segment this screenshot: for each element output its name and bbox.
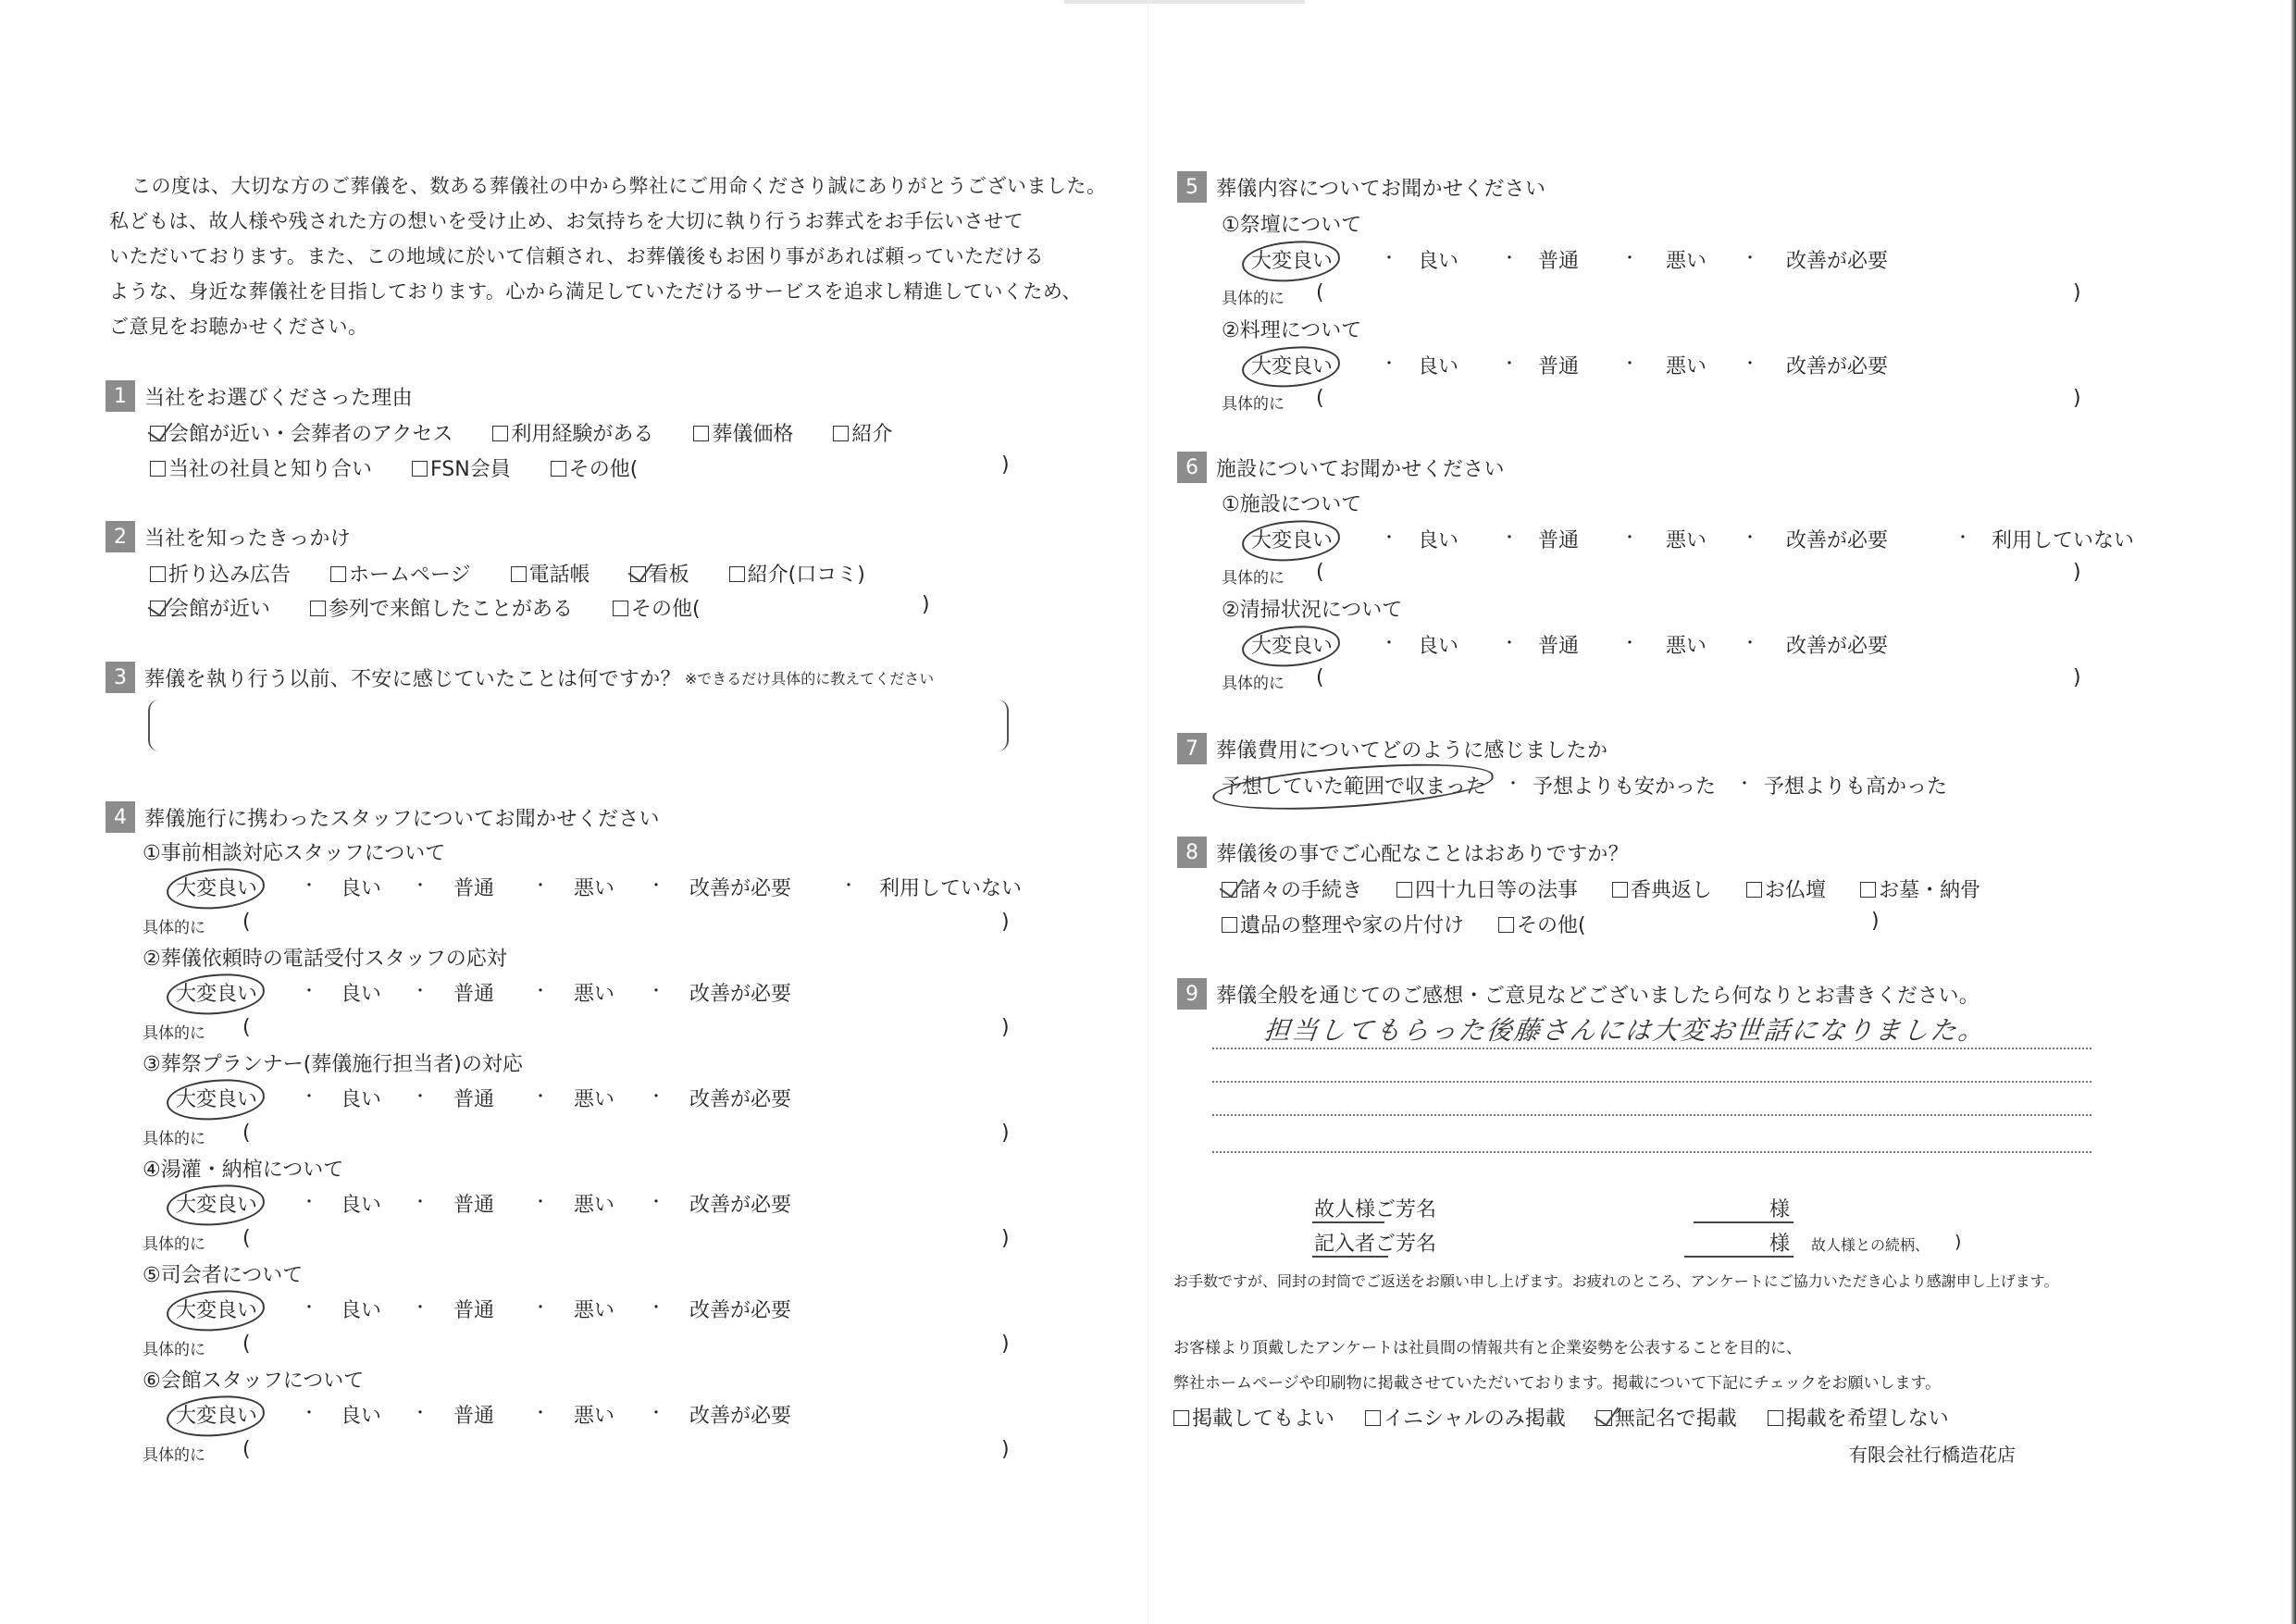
checkbox-option[interactable]: 折り込み広告 [150,559,291,588]
writer-name-field[interactable] [1684,1256,1793,1258]
separator: ・ [1501,354,1518,374]
separator: ・ [1736,775,1753,794]
sub-question-label: ①施設について [1222,493,1362,516]
sub-question-label: ②清掃状況について [1222,599,1403,622]
question-8-header [1177,837,1629,868]
deceased-name-suffix: 様 [1769,1198,1791,1221]
rating-option-needs-improvement[interactable]: 改善が必要 [1786,250,1889,273]
checkbox-option[interactable]: 掲載を希望しない [1768,1403,1949,1432]
rating-option-very-good[interactable]: 大変良い [176,1194,258,1217]
rating-option-very-good[interactable]: 大変良い [1251,250,1334,273]
question-title: 施設についてお聞かせください [1216,457,1505,481]
checkbox-option[interactable]: 掲載してもよい [1173,1403,1334,1432]
separator: ・ [1501,634,1518,653]
detail-label: 具体的に [1222,675,1285,693]
deceased-name-field[interactable] [1694,1221,1793,1223]
separator: ・ [301,1087,317,1107]
separator: ・ [1621,528,1638,548]
q2-other-close: ) [922,593,930,616]
detail-label: 具体的に [143,1446,205,1465]
question-number-badge: 8 [1177,837,1207,868]
separator: ・ [1621,354,1638,374]
relation-label: 故人様との続柄、 [1811,1236,1930,1254]
separator: ・ [648,1087,664,1107]
question-number-badge: 6 [1177,452,1207,483]
checkbox-icon[interactable] [1612,882,1628,898]
sub-question-label: ②料理について [1222,319,1362,342]
rating-option-good[interactable]: 良い [341,877,382,900]
rating-scale [1251,525,2177,552]
separator: ・ [412,1404,428,1423]
separator: ・ [532,982,549,1001]
rating-option-bad[interactable]: 悪い [574,1194,615,1217]
separator: ・ [1381,249,1397,268]
detail-paren-open: ( [242,1333,251,1356]
question-2-header [105,521,351,552]
checkbox-icon[interactable] [1860,882,1876,898]
detail-paren-close: ) [2073,387,2081,410]
question-number-badge: 2 [105,521,135,552]
separator: ・ [1501,249,1518,268]
checkbox-icon[interactable] [1498,917,1514,933]
checkbox-icon[interactable] [492,426,508,441]
rating-option-good[interactable]: 良い [341,1194,382,1217]
detail-label: 具体的に [143,1341,205,1359]
separator: ・ [301,1404,317,1423]
rating-option-bad[interactable]: 悪い [1666,635,1707,658]
checkbox-option[interactable]: 四十九日等の法事 [1396,874,1578,903]
detail-label: 具体的に [1222,290,1285,308]
rating-option-good[interactable]: 良い [341,1088,382,1111]
intro-line-4: ような、身近な葬儀社を目指しております。心から満足していただけるサービスを追求し精進していくため、 [109,280,1082,303]
question-number-badge: 4 [105,801,135,833]
detail-label: 具体的に [143,1024,205,1043]
detail-paren-open: ( [1316,561,1324,584]
separator: ・ [1742,249,1758,268]
question-number-badge: 7 [1177,733,1207,764]
detail-paren-close: ) [1001,911,1010,934]
checkbox-icon[interactable] [613,601,628,616]
rating-option-bad[interactable]: 悪い [1666,529,1707,552]
checkbox-option[interactable]: 当社の社員と知り合い [150,453,372,482]
writer-name-suffix: 様 [1769,1233,1791,1256]
separator: ・ [301,982,317,1001]
publish-consent-options [1173,1403,1982,1432]
checkbox-option[interactable]: 会館が近い・会葬者のアクセス [150,418,453,447]
checkbox-icon[interactable] [412,461,428,477]
detail-label: 具体的に [1222,569,1285,588]
checkbox-icon[interactable] [1173,1410,1189,1426]
checkbox-icon[interactable] [511,566,527,582]
rating-scale [176,1400,1064,1428]
question-title: 葬儀内容についてお聞かせください [1216,177,1546,201]
deceased-name-label: 故人様ご芳名 [1314,1198,1437,1221]
rating-option-good[interactable]: 良い [341,983,382,1006]
checkbox-checked-icon[interactable] [1222,882,1237,898]
publish-note-2: 弊社ホームページや印刷物に掲載させていただいております。掲載について下記にチェックをお願いします。 [1173,1374,1942,1393]
intro-line-1: この度は、大切な方のご葬儀を、数ある葬儀社の中から弊社にご用命くださり誠にありがとうございました。 [131,175,1107,197]
checkbox-icon[interactable] [1768,1410,1783,1426]
question-5-header [1177,171,1545,203]
deceased-label-underline [1312,1221,1384,1223]
detail-paren-open: ( [1316,387,1324,410]
question-number-badge: 3 [105,662,135,693]
separator: ・ [648,982,664,1001]
publish-note-1: お客様より頂戴したアンケートは社員間の情報共有と企業姿勢を公表することを目的に、 [1173,1339,1802,1357]
rating-scale [176,1084,1064,1111]
question-title: 葬儀全般を通じてのご感想・ご意見などございましたら何なりとお書きください。 [1216,984,1980,1008]
question-3-header [105,662,934,693]
checkbox-option[interactable]: 香典返し [1612,874,1712,903]
separator: ・ [301,1193,317,1212]
checkbox-icon[interactable] [551,461,566,477]
separator: ・ [1505,775,1521,794]
rating-option-very-good[interactable]: 大変良い [176,1088,258,1111]
cost-option-more-expensive[interactable]: 予想よりも高かった [1764,775,1948,799]
rating-scale [176,873,1064,900]
detail-paren-close: ) [2073,281,2081,304]
writer-label-underline [1312,1256,1388,1258]
answer-line [1212,1048,2091,1049]
rating-option-very-good[interactable]: 大変良い [176,1299,258,1322]
separator: ・ [412,1193,428,1212]
rating-option-average[interactable]: 普通 [1538,635,1580,658]
rating-option-bad[interactable]: 悪い [1666,355,1707,378]
separator: ・ [1381,528,1397,548]
checkbox-icon[interactable] [1222,917,1237,933]
answer-line [1212,1081,2091,1083]
separator: ・ [532,1193,549,1212]
separator: ・ [1742,634,1758,653]
checkbox-icon[interactable] [310,601,326,616]
checkbox-option[interactable]: 利用経験がある [492,418,653,447]
rating-option-bad[interactable]: 悪い [574,1299,615,1322]
company-name: 有限会社行橋造花店 [1849,1444,2016,1466]
rating-option-not-used[interactable]: 利用していない [879,877,1023,900]
question-note: ※できるだけ具体的に教えてください [684,669,935,688]
rating-option-average[interactable]: 普通 [1538,529,1580,552]
q8-options-row-1 [1222,874,2008,903]
question-title: 葬儀費用についてどのように感じましたか [1216,738,1608,762]
sub-question-label: ④湯灌・納棺について [143,1159,344,1182]
q1-other-close: ) [1001,453,1010,477]
rating-scale [1251,351,2177,378]
q8-options-row-2 [1222,910,1620,938]
rating-option-very-good[interactable]: 大変良い [1251,529,1334,552]
checkbox-icon[interactable] [693,426,709,441]
rating-option-very-good[interactable]: 大変良い [176,1405,258,1428]
separator: ・ [1501,528,1518,548]
question-number-badge: 5 [1177,171,1207,203]
separator: ・ [412,1087,428,1107]
rating-option-needs-improvement[interactable]: 改善が必要 [1786,635,1889,658]
checkbox-icon[interactable] [833,426,849,441]
question-title: 当社を知ったきっかけ [144,527,352,551]
separator: ・ [648,1193,664,1212]
q9-handwritten-answer[interactable]: 担当してもらった後藤さんには大変お世話になりました。 [1262,1015,1988,1046]
rating-option-very-good[interactable]: 大変良い [1251,635,1334,658]
checkbox-option[interactable]: 看板 [630,559,689,588]
detail-label: 具体的に [143,1130,205,1148]
separator: ・ [532,1298,549,1318]
question-7-header [1177,733,1607,764]
checkbox-icon[interactable] [1746,882,1762,898]
rating-scale [176,978,1064,1006]
checkbox-checked-icon[interactable] [150,601,166,616]
rating-option-good[interactable]: 良い [1418,529,1459,552]
rating-option-average[interactable]: 普通 [453,1299,495,1322]
question-6-header [1177,452,1505,483]
rating-option-good[interactable]: 良い [1418,635,1459,658]
rating-option-good[interactable]: 良い [1418,250,1459,273]
detail-label: 具体的に [143,919,205,937]
rating-option-needs-improvement[interactable]: 改善が必要 [689,983,792,1006]
separator: ・ [648,1404,664,1423]
separator: ・ [1742,528,1758,548]
checkbox-option[interactable]: ホームページ [330,559,471,588]
separator: ・ [648,876,664,896]
detail-paren-open: ( [1316,666,1324,689]
rating-option-average[interactable]: 普通 [453,1088,495,1111]
rating-option-needs-improvement[interactable]: 改善が必要 [689,1299,792,1322]
question-title: 葬儀を執り行う以前、不安に感じていたことは何ですか？ [144,667,681,691]
checkbox-option[interactable]: 葬儀価格 [693,418,793,447]
cost-option-within-range[interactable]: 予想していた範囲で収まった [1222,775,1487,799]
separator: ・ [412,982,428,1001]
checkbox-icon[interactable] [1365,1410,1381,1426]
rating-scale [176,1295,1064,1322]
sub-question-label: ①事前相談対応スタッフについて [143,842,446,865]
separator: ・ [412,876,428,896]
checkbox-option[interactable]: 電話帳 [511,559,590,588]
checkbox-option[interactable]: お墓・納骨 [1860,874,1980,903]
intro-line-5: ご意見をお聴かせください。 [109,316,368,338]
separator: ・ [1742,354,1758,374]
question-title: 当社をお選びくださった理由 [144,386,413,410]
rating-option-very-good[interactable]: 大変良い [176,877,258,900]
checkbox-icon[interactable] [150,461,166,477]
rating-option-needs-improvement[interactable]: 改善が必要 [1786,529,1889,552]
checkbox-option-other[interactable]: その他( [613,593,701,622]
rating-scale [1251,630,2177,658]
intro-line-2: 私どもは、故人様や残された方の想いを受け止め、お気持ちを大切に執り行うお葬式をお手伝いさせて [109,210,1024,232]
checkbox-checked-icon[interactable] [630,566,646,582]
checkbox-option[interactable]: お仏壇 [1746,874,1826,903]
separator: ・ [412,1298,428,1318]
rating-scale [1251,245,2177,273]
checkbox-option[interactable]: 遺品の整理や家の片付け [1222,910,1464,938]
separator: ・ [1621,249,1638,268]
rating-option-needs-improvement[interactable]: 改善が必要 [689,877,792,900]
q7-cost-options [1222,771,2147,799]
writer-name-label: 記入者ご芳名 [1314,1233,1437,1256]
q8-other-close: ) [1871,910,1880,933]
checkbox-option-other[interactable]: その他( [1498,910,1586,938]
detail-paren-close: ) [2073,666,2081,689]
question-title: 葬儀後の事でご心配なことはおありですか？ [1216,842,1630,866]
separator: ・ [532,1404,549,1423]
rating-option-very-good[interactable]: 大変良い [176,983,258,1006]
checkbox-option[interactable]: FSN会員 [412,453,511,482]
separator: ・ [648,1298,664,1318]
survey-page-right [1148,0,2296,1624]
separator: ・ [532,1087,549,1107]
checkbox-checked-icon[interactable] [1596,1410,1612,1426]
rating-option-needs-improvement[interactable]: 改善が必要 [689,1405,792,1428]
answer-line [1212,1151,2091,1153]
separator: ・ [1621,634,1638,653]
rating-option-average[interactable]: 普通 [453,877,495,900]
detail-paren-open: ( [242,1227,251,1250]
separator: ・ [1955,528,1971,548]
rating-option-bad[interactable]: 悪い [574,1088,615,1111]
separator: ・ [840,876,857,896]
sub-question-label: ③葬祭プランナー(葬儀施行担当者)の対応 [143,1053,523,1076]
rating-option-bad[interactable]: 悪い [1666,250,1707,273]
relation-close: ) [1955,1232,1962,1252]
sub-question-label: ①祭壇について [1222,214,1362,237]
checkbox-icon[interactable] [1396,882,1412,898]
detail-label: 具体的に [143,1235,205,1254]
question-number-badge: 9 [1177,978,1207,1010]
rating-option-needs-improvement[interactable]: 改善が必要 [689,1194,792,1217]
q2-options-row-1 [150,559,899,588]
sub-question-label: ⑥会館スタッフについて [143,1370,365,1393]
checkbox-checked-icon[interactable] [150,426,166,441]
sub-question-label: ②葬儀依頼時の電話受付スタッフの応対 [143,948,507,971]
detail-paren-close: ) [1001,1333,1010,1356]
rating-option-average[interactable]: 普通 [1538,250,1580,273]
detail-paren-open: ( [242,1122,251,1145]
checkbox-option[interactable]: 参列で来館したことがある [310,593,573,622]
rating-option-very-good[interactable]: 大変良い [1251,355,1334,378]
separator: ・ [301,876,317,896]
checkbox-icon[interactable] [330,566,346,582]
rating-option-good[interactable]: 良い [341,1405,382,1428]
return-note: お手数ですが、同封の封筒でご返送をお願い申し上げます。お疲れのところ、アンケートにご協力いただき心より感謝申し上げます。 [1173,1272,2059,1290]
detail-paren-open: ( [242,911,251,934]
rating-option-not-used[interactable]: 利用していない [1992,529,2135,552]
rating-option-bad[interactable]: 悪い [574,877,615,900]
checkbox-option[interactable]: イニシャルのみ掲載 [1365,1403,1566,1432]
rating-option-bad[interactable]: 悪い [574,983,615,1006]
cost-option-cheaper[interactable]: 予想よりも安かった [1533,775,1717,799]
rating-option-average[interactable]: 普通 [1538,355,1580,378]
answer-line [1212,1114,2091,1116]
detail-paren-open: ( [242,1016,251,1039]
checkbox-option[interactable]: 紹介(口コミ) [729,559,865,588]
detail-paren-close: ) [1001,1227,1010,1250]
rating-option-bad[interactable]: 悪い [574,1405,615,1428]
q3-answer-box[interactable] [148,700,1009,751]
detail-paren-open: ( [1316,281,1324,304]
checkbox-option[interactable]: 紹介 [833,418,892,447]
q2-options-row-2 [150,593,734,622]
rating-option-average[interactable]: 普通 [453,1405,495,1428]
rating-option-good[interactable]: 良い [1418,355,1459,378]
checkbox-option[interactable]: 無記名で掲載 [1596,1403,1737,1432]
separator: ・ [301,1298,317,1318]
q1-options-row-2 [150,453,671,482]
rating-scale [176,1189,1064,1217]
question-1-header [105,380,413,412]
detail-label: 具体的に [1222,395,1285,414]
intro-line-3: いただいております。また、この地域に於いて信頼され、お葬儀後もお困り事があれば頼っていただける [109,245,1045,267]
detail-paren-close: ) [1001,1122,1010,1145]
checkbox-icon[interactable] [150,566,166,582]
rating-option-needs-improvement[interactable]: 改善が必要 [1786,355,1889,378]
rating-option-good[interactable]: 良い [341,1299,382,1322]
rating-option-needs-improvement[interactable]: 改善が必要 [689,1088,792,1111]
checkbox-option-other[interactable]: その他( [551,453,639,482]
checkbox-option[interactable]: 会館が近い [150,593,270,622]
detail-paren-open: ( [242,1438,251,1461]
rating-option-average[interactable]: 普通 [453,1194,495,1217]
detail-paren-close: ) [1001,1438,1010,1461]
detail-paren-close: ) [2073,561,2081,584]
checkbox-icon[interactable] [729,566,745,582]
rating-option-average[interactable]: 普通 [453,983,495,1006]
sub-question-label: ⑤司会者について [143,1264,304,1287]
question-9-header [1177,978,1980,1010]
detail-paren-close: ) [1001,1016,1010,1039]
checkbox-option[interactable]: 諸々の手続き [1222,874,1362,903]
question-number-badge: 1 [105,380,135,412]
q1-options-row-1 [150,418,925,447]
question-4-header [105,801,660,833]
separator: ・ [1381,634,1397,653]
separator: ・ [1381,354,1397,374]
separator: ・ [532,876,549,896]
question-title: 葬儀施行に携わったスタッフについてお聞かせください [144,807,660,831]
